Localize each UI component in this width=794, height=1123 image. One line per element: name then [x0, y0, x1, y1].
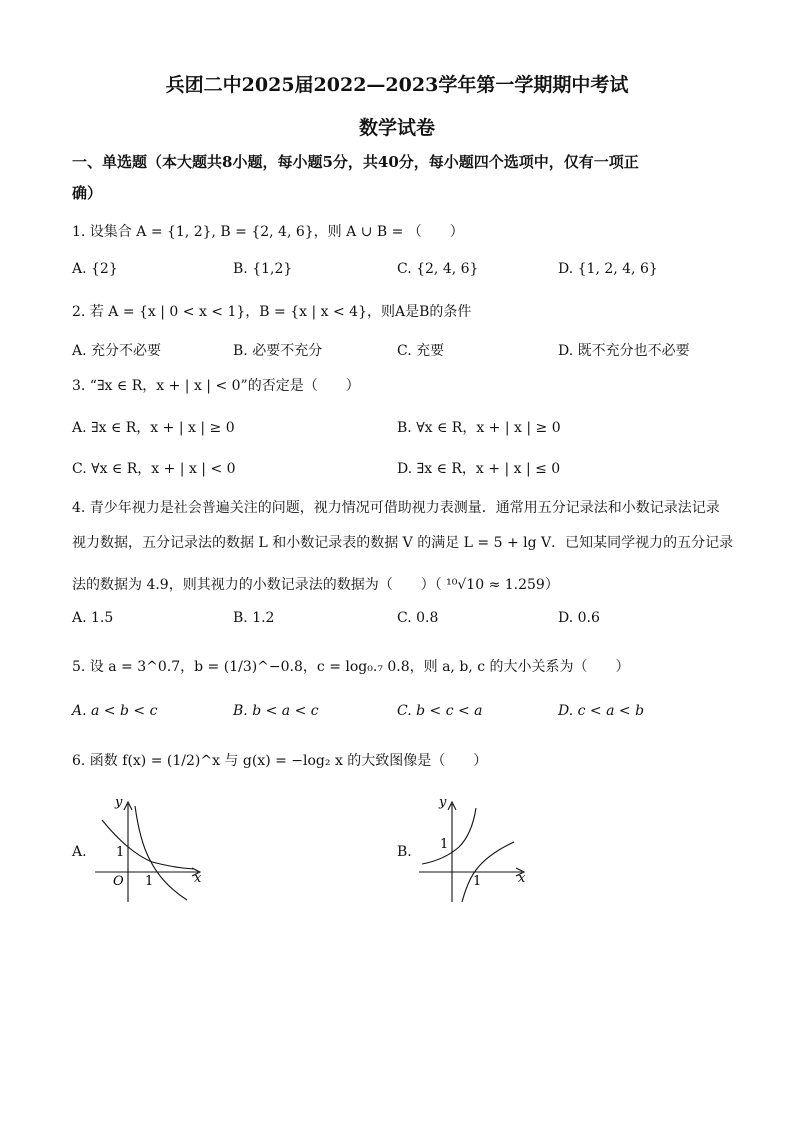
q1-option-a[interactable]: A. {2} — [72, 261, 118, 277]
q5-option-c[interactable]: C. b < c < a — [397, 703, 483, 719]
x-one-label: 1 — [473, 874, 482, 889]
q5-option-a[interactable]: A. a < b < c — [72, 703, 158, 719]
x-one-label: 1 — [145, 874, 154, 889]
question-4-line1: 4. 青少年视力是社会普遍关注的问题，视力情况可借助视力表测量．通常用五分记录法和小数记录法记录 — [72, 500, 720, 516]
q6-option-b-graph[interactable] — [414, 792, 534, 907]
q6-option-a-label[interactable]: A. — [72, 844, 87, 860]
q3-option-c[interactable]: C. ∀x ∈ R，x + | x | < 0 — [72, 461, 236, 477]
q4-option-d[interactable]: D. 0.6 — [558, 610, 600, 626]
y-axis-label: y — [439, 795, 447, 810]
q4-option-c[interactable]: C. 0.8 — [397, 610, 439, 626]
exam-subtitle: 数学试卷 — [358, 117, 435, 139]
y-axis-label: y — [115, 795, 123, 810]
q6-option-a-graph[interactable] — [90, 792, 210, 907]
q1-option-c[interactable]: C. {2, 4, 6} — [397, 261, 479, 277]
q3-option-a[interactable]: A. ∃x ∈ R，x + | x | ≥ 0 — [72, 420, 235, 436]
question-3: 3. “∃x ∈ R，x + | x | < 0”的否定是（ ） — [72, 378, 360, 394]
q5-option-b[interactable]: B. b < a < c — [233, 703, 319, 719]
q5-option-d[interactable]: D. c < a < b — [558, 703, 645, 719]
q2-option-b[interactable]: B. 必要不充分 — [233, 343, 323, 359]
q1-option-d[interactable]: D. {1, 2, 4, 6} — [558, 261, 658, 277]
q1-option-b[interactable]: B. {1,2} — [233, 261, 293, 277]
question-5: 5. 设 a = 3^0.7，b = (1/3)^−0.8，c = log₀.₇ 0.8，则 a, b, c 的大小关系为（ ） — [72, 659, 630, 675]
q4-option-b[interactable]: B. 1.2 — [233, 610, 275, 626]
question-1: 1. 设集合 A = {1, 2}, B = {2, 4, 6}，则 A ∪ B = （ ） — [72, 224, 464, 240]
question-6: 6. 函数 f(x) = (1/2)^x 与 g(x) = −log₂ x 的大致图像是（ ） — [72, 753, 488, 769]
question-2: 2. 若 A = {x | 0 < x < 1}，B = {x | x < 4}，则A是B的条件 — [72, 304, 472, 320]
q2-option-d[interactable]: D. 既不充分也不必要 — [558, 343, 690, 359]
y-one-label: 1 — [116, 845, 125, 860]
curve-log — [135, 806, 187, 900]
curve-exponential — [422, 808, 476, 864]
q2-option-a[interactable]: A. 充分不必要 — [72, 343, 162, 359]
question-4-line3: 法的数据为 4.9，则其视力的小数记录法的数据为（ ）（ ¹⁰√10 ≈ 1.259） — [72, 577, 559, 593]
section-heading-line2: 确） — [72, 184, 103, 202]
q4-option-a[interactable]: A. 1.5 — [72, 610, 114, 626]
origin-label: O — [113, 874, 124, 889]
question-4-line2: 视力数据，五分记录法的数据 L 和小数记录表的数据 V 的满足 L = 5 + lg V．已知某同学视力的五分记录 — [72, 535, 734, 551]
x-axis-label: x — [194, 871, 202, 886]
q6-option-b-label[interactable]: B. — [397, 844, 412, 860]
section-heading-line1: 一、单选题（本大题共8小题，每小题5分，共40分，每小题四个选项中，仅有一项正 — [72, 153, 639, 171]
q3-option-b[interactable]: B. ∀x ∈ R，x + | x | ≥ 0 — [397, 420, 561, 436]
q2-option-c[interactable]: C. 充要 — [397, 343, 445, 359]
y-one-label: 1 — [440, 837, 449, 852]
x-axis-label: x — [518, 871, 526, 886]
exam-title: 兵团二中2025届2022—2023学年第一学期期中考试 — [165, 74, 629, 96]
q3-option-d[interactable]: D. ∃x ∈ R，x + | x | ≤ 0 — [397, 461, 561, 477]
